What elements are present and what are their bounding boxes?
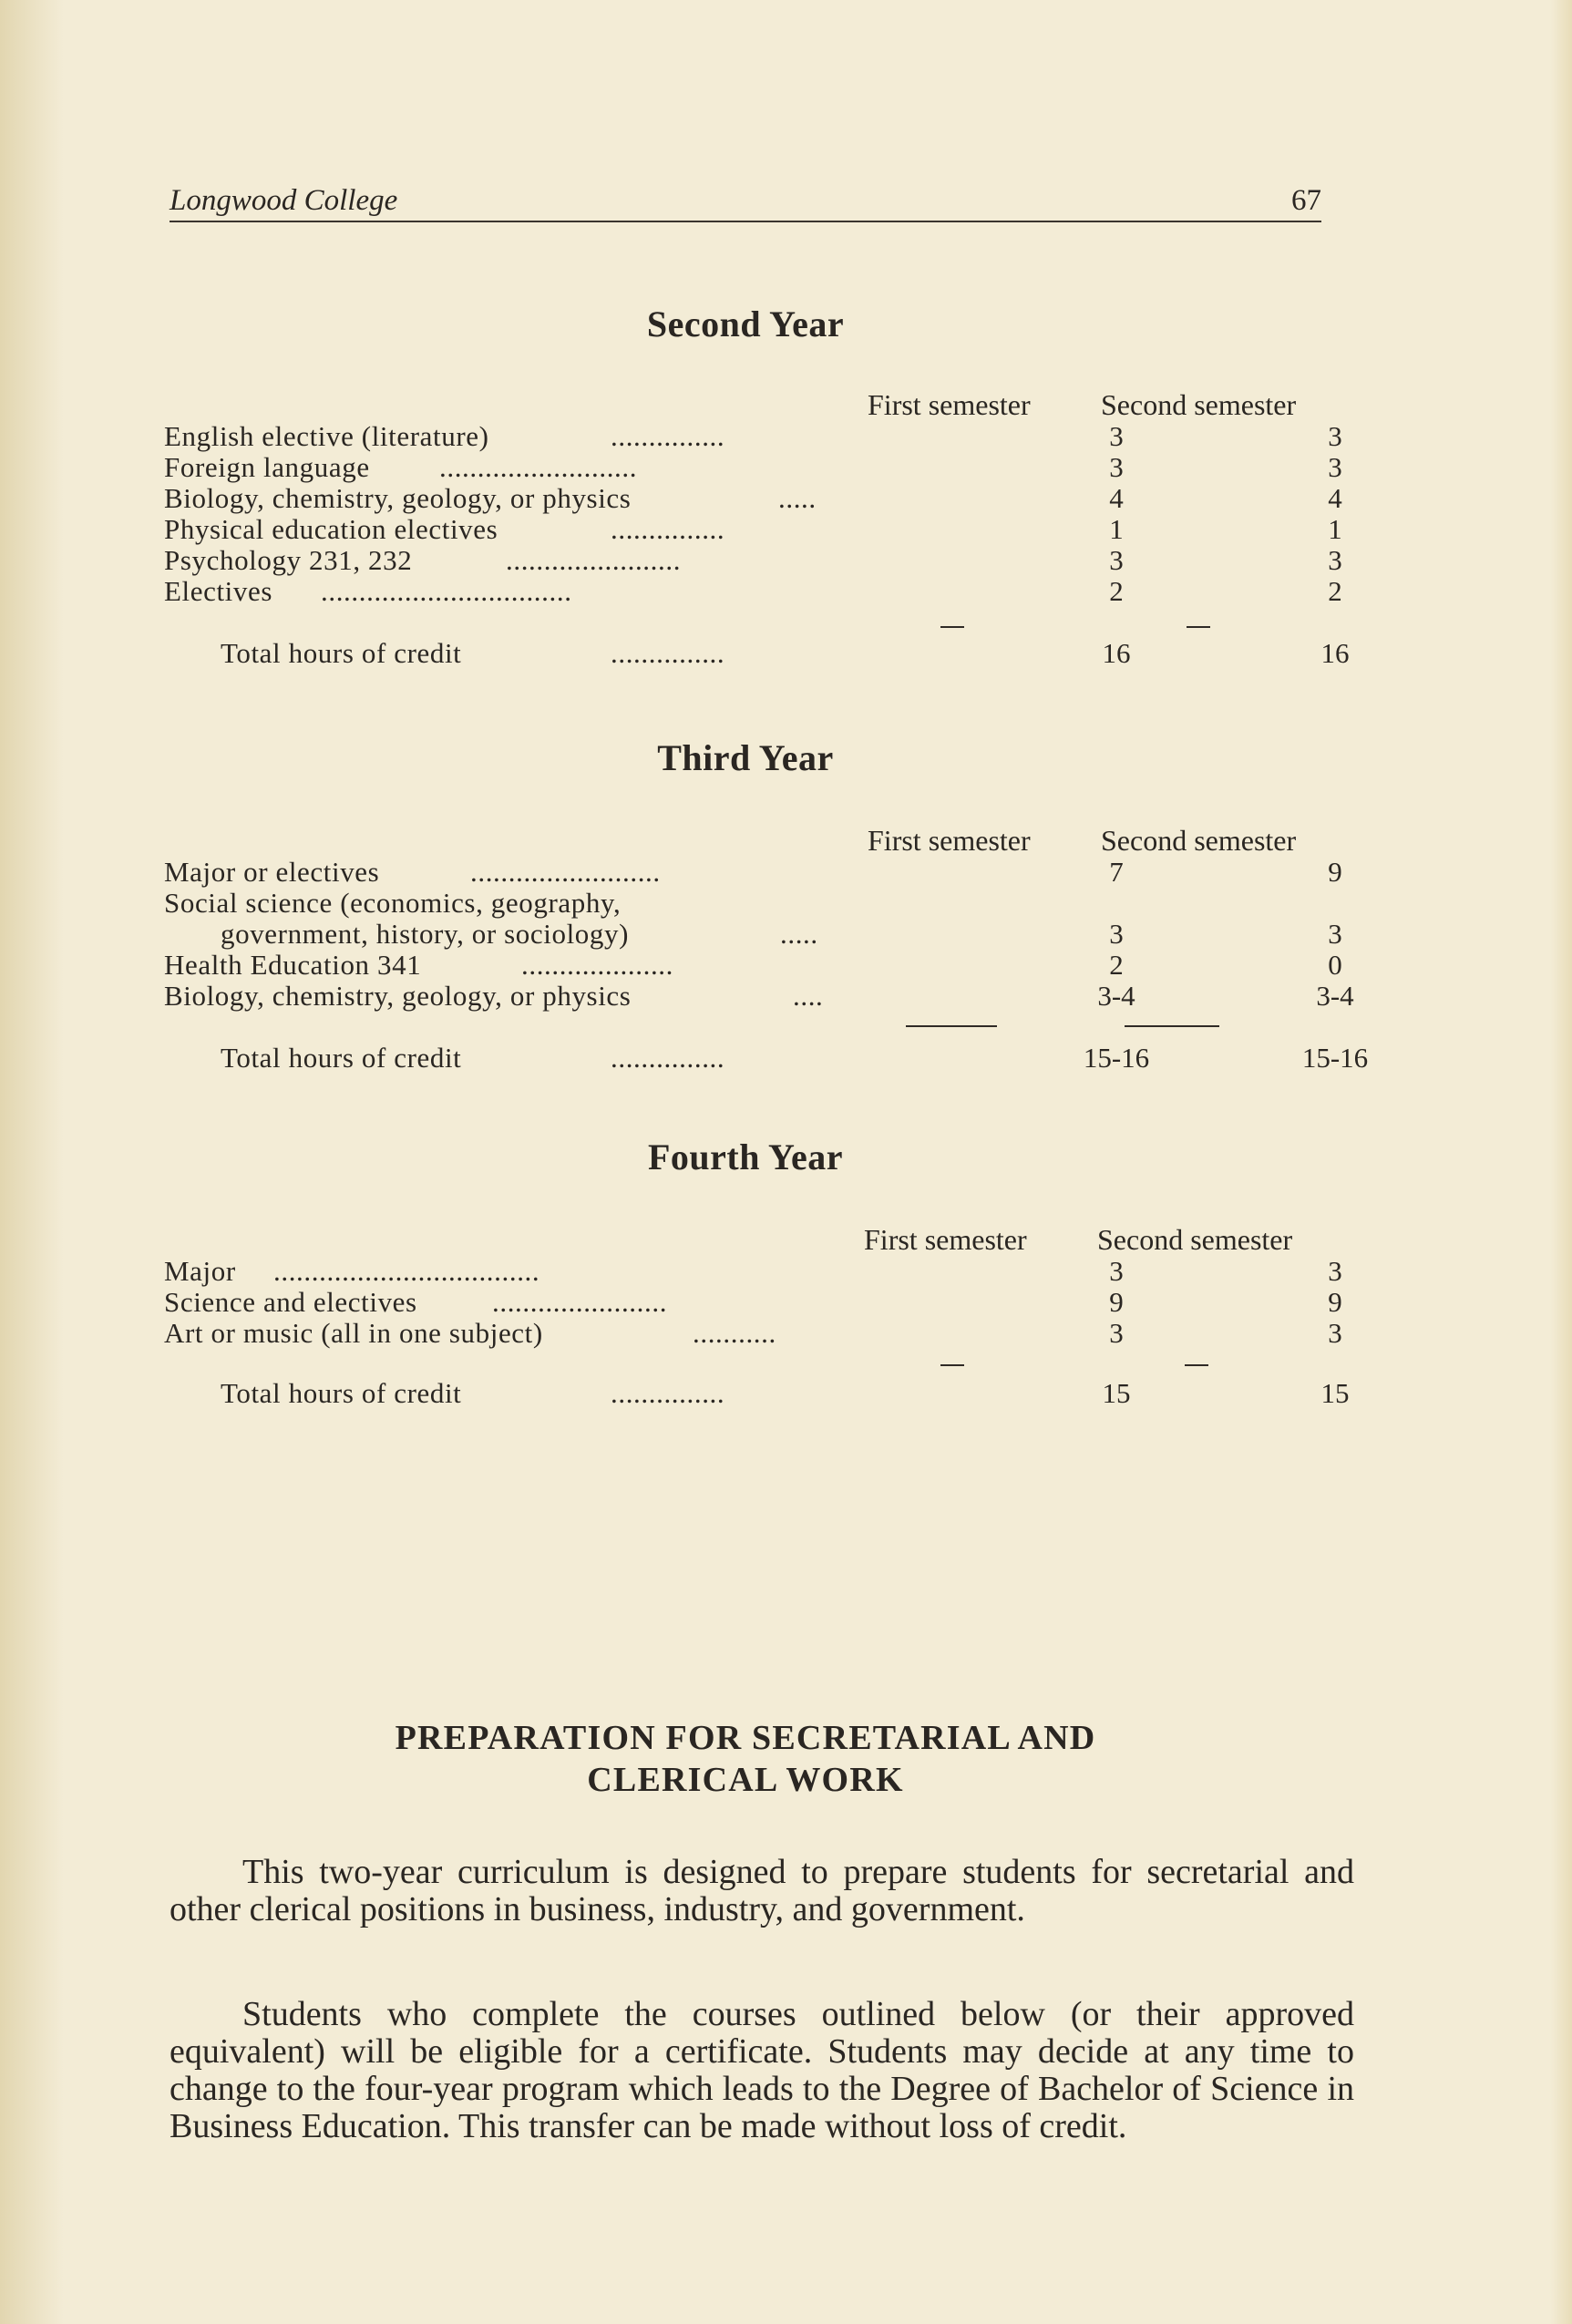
- second-semester-hours: 3-4: [1316, 980, 1354, 1012]
- course-label: Major: [164, 1255, 236, 1287]
- course-label: English elective (literature): [164, 420, 489, 452]
- first-semester-hours: 3: [1109, 420, 1124, 452]
- table-row: [164, 452, 1349, 483]
- second-semester-hours: 9: [1328, 1286, 1342, 1318]
- second-semester-hours: 3: [1328, 544, 1342, 576]
- first-semester-hours: 2: [1109, 949, 1124, 981]
- course-label: government, history, or sociology): [221, 918, 630, 950]
- second-year-title: Second Year: [646, 303, 845, 344]
- course-label: Biology, chemistry, geology, or physics: [164, 482, 632, 514]
- course-label: Physical education electives: [164, 513, 498, 545]
- leader-dots: ...............: [611, 1377, 725, 1409]
- total-row: [164, 1378, 1349, 1409]
- preparation-paragraph-2: Students who complete the courses outlined below (or their approved equivalent) will be eligible for a certificate. Students may decide at any time to change to the four-year program which leads to the Degree of Bachelor of Science in Business Education. This transfer can be made without loss of credit.: [170, 1995, 1354, 2145]
- leader-dots: ...................................: [273, 1255, 540, 1287]
- leader-dots: ....................: [521, 949, 673, 981]
- leader-dots: .....: [778, 482, 817, 514]
- leader-dots: .........................: [470, 856, 661, 888]
- leader-dots: ....: [793, 980, 824, 1012]
- header-title: Longwood College: [170, 184, 398, 217]
- course-label: Art or music (all in one subject): [164, 1317, 543, 1349]
- course-label: Science and electives: [164, 1286, 417, 1318]
- first-semester-total: 16: [1102, 637, 1131, 669]
- sum-rule: [906, 1025, 997, 1027]
- leader-dots: .....: [780, 918, 818, 950]
- second-semester-hours: 3: [1328, 1317, 1342, 1349]
- first-semester-header: First semester: [868, 388, 1031, 421]
- course-label: Psychology 231, 232: [164, 544, 413, 576]
- second-semester-hours: 4: [1328, 482, 1342, 514]
- page-edge-left: [0, 0, 64, 2324]
- sum-rule: [940, 626, 964, 628]
- leader-dots: ..........................: [439, 451, 638, 483]
- third-year-column-headers: [857, 824, 1349, 860]
- first-semester-header: First semester: [868, 824, 1031, 857]
- leader-dots: .......................: [506, 544, 682, 576]
- second-semester-hours: 3: [1328, 451, 1342, 483]
- leader-dots: ...............: [611, 513, 725, 545]
- third-year-title: Third Year: [657, 737, 834, 778]
- first-semester-hours: 3: [1109, 1317, 1124, 1349]
- preparation-heading: [170, 1717, 1321, 1801]
- page-edge-right: [1550, 0, 1572, 2324]
- second-semester-total: 15-16: [1301, 1042, 1369, 1074]
- preparation-paragraph-1: This two-year curriculum is designed to prepare students for secretarial and other clerical positions in business, industry, and government.: [170, 1853, 1354, 1928]
- second-semester-hours: 3: [1328, 918, 1342, 950]
- total-label: Total hours of credit: [221, 1042, 462, 1074]
- fourth-year-title: Fourth Year: [648, 1136, 843, 1177]
- second-semester-hours: 2: [1328, 575, 1342, 607]
- second-semester-hours: 1: [1328, 513, 1342, 545]
- sum-rule: [1187, 626, 1210, 628]
- course-label: Electives: [164, 575, 273, 607]
- second-semester-header: Second semester: [1101, 824, 1297, 857]
- table-row: [164, 514, 1349, 545]
- table-row: [164, 483, 1349, 514]
- second-semester-header: Second semester: [1097, 1223, 1293, 1256]
- page-number: 67: [1291, 184, 1321, 217]
- table-row: [164, 980, 1354, 1012]
- first-semester-total: 15-16: [1083, 1042, 1150, 1074]
- first-semester-hours: 3-4: [1097, 980, 1135, 1012]
- total-label: Total hours of credit: [221, 1377, 462, 1409]
- table-row: [164, 857, 1349, 888]
- first-semester-hours: 2: [1109, 575, 1124, 607]
- table-row: [164, 1318, 1349, 1349]
- second-semester-header: Second semester: [1101, 388, 1297, 421]
- sum-rule: [940, 1364, 964, 1366]
- leader-dots: ...............: [611, 420, 725, 452]
- total-row: [164, 1042, 1369, 1074]
- sum-rule: [1185, 1364, 1208, 1366]
- course-label: Biology, chemistry, geology, or physics: [164, 980, 632, 1012]
- sum-rule: [1125, 1025, 1219, 1027]
- second-semester-hours: 9: [1328, 856, 1342, 888]
- leader-dots: ...............: [611, 1042, 725, 1074]
- leader-dots: .......................: [492, 1286, 668, 1318]
- first-semester-hours: 4: [1109, 482, 1124, 514]
- second-semester-total: 15: [1320, 1377, 1350, 1409]
- preparation-heading-line-2: CLERICAL WORK: [587, 1761, 904, 1799]
- table-row: [164, 545, 1349, 576]
- course-label: Major or electives: [164, 856, 380, 888]
- second-year-column-headers: [857, 388, 1349, 425]
- second-semester-hours: 3: [1328, 420, 1342, 452]
- course-label: Social science (economics, geography,: [164, 887, 622, 919]
- second-semester-hours: 3: [1328, 1255, 1342, 1287]
- first-semester-header: First semester: [864, 1223, 1027, 1256]
- first-semester-hours: 3: [1109, 451, 1124, 483]
- table-row: [164, 421, 1349, 452]
- total-row: [164, 638, 1349, 669]
- first-semester-hours: 1: [1109, 513, 1124, 545]
- course-label: Foreign language: [164, 451, 370, 483]
- table-row: [164, 1256, 1349, 1287]
- table-row: [164, 950, 1349, 981]
- first-semester-hours: 3: [1109, 918, 1124, 950]
- table-row: [164, 919, 1349, 950]
- fourth-year-column-headers: [857, 1223, 1349, 1260]
- first-semester-hours: 3: [1109, 544, 1124, 576]
- running-header: [170, 184, 1321, 222]
- preparation-heading-line-1: PREPARATION FOR SECRETARIAL AND: [395, 1719, 1096, 1757]
- table-row: [164, 1287, 1349, 1318]
- leader-dots: ...............: [611, 637, 725, 669]
- second-semester-total: 16: [1320, 637, 1350, 669]
- leader-dots: ...........: [693, 1317, 776, 1349]
- table-row: [164, 576, 1349, 607]
- course-label: Health Education 341: [164, 949, 422, 981]
- second-semester-hours: 0: [1328, 949, 1342, 981]
- total-label: Total hours of credit: [221, 637, 462, 669]
- first-semester-hours: 3: [1109, 1255, 1124, 1287]
- leader-dots: .................................: [321, 575, 572, 607]
- first-semester-total: 15: [1102, 1377, 1131, 1409]
- first-semester-hours: 7: [1109, 856, 1124, 888]
- table-row: [164, 888, 1349, 919]
- first-semester-hours: 9: [1109, 1286, 1124, 1318]
